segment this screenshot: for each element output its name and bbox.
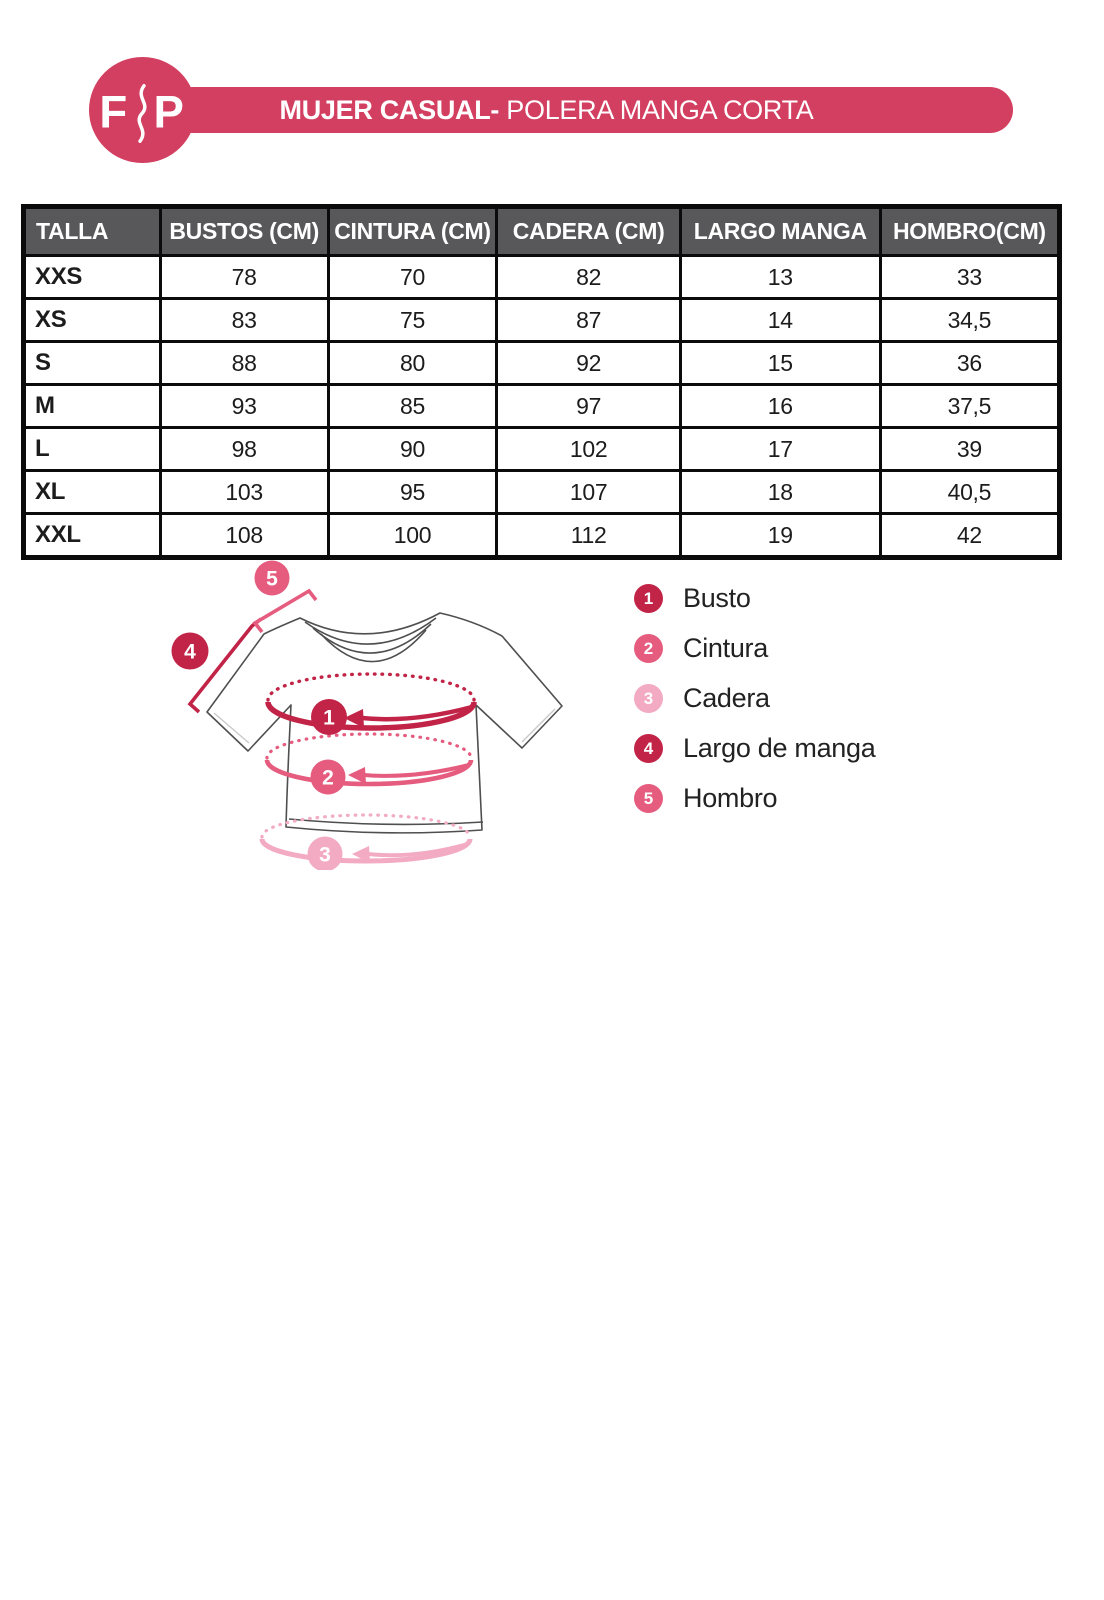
tshirt-outline-icon	[207, 613, 562, 833]
legend-badge-3: 3	[634, 684, 663, 713]
cell-cadera: 102	[497, 428, 680, 471]
legend-item-cintura	[634, 634, 875, 663]
tshirt-measure-diagram	[150, 540, 570, 870]
legend-item-hombro	[634, 784, 875, 813]
logo-letter-f: F	[99, 86, 128, 138]
col-header-hombro: HOMBRO(CM)	[880, 207, 1059, 256]
cell-cadera: 82	[497, 256, 680, 299]
measure-legend	[634, 584, 875, 813]
badge-4-number: 4	[184, 640, 196, 664]
cell-largo-manga: 18	[680, 471, 880, 514]
cell-talla: XS	[24, 299, 161, 342]
cell-talla: XXL	[24, 514, 161, 558]
cell-talla: XXS	[24, 256, 161, 299]
cell-largo-manga: 19	[680, 514, 880, 558]
page-title-category: MUJER CASUAL-	[279, 95, 500, 125]
legend-badge-4: 4	[634, 734, 663, 763]
table-header-row	[24, 207, 1060, 256]
cell-hombro: 40,5	[880, 471, 1059, 514]
cell-cadera: 92	[497, 342, 680, 385]
cell-talla: M	[24, 385, 161, 428]
cell-cintura: 95	[328, 471, 497, 514]
legend-label-cintura: Cintura	[683, 633, 768, 663]
cell-bustos: 88	[160, 342, 328, 385]
badge-5-number: 5	[266, 567, 278, 591]
page-title-product: POLERA MANGA CORTA	[499, 95, 814, 125]
cell-cintura: 85	[328, 385, 497, 428]
cell-hombro: 42	[880, 514, 1059, 558]
brand-logo-icon	[89, 57, 196, 163]
col-header-cintura: CINTURA (CM)	[328, 207, 497, 256]
table-row	[24, 299, 1060, 342]
legend-badge-2: 2	[634, 634, 663, 663]
size-table	[21, 204, 1062, 560]
badge-2-number: 2	[322, 766, 334, 790]
logo-squiggle-icon	[139, 86, 145, 141]
cell-cadera: 87	[497, 299, 680, 342]
page-title	[170, 87, 923, 133]
cell-cintura: 100	[328, 514, 497, 558]
brand-logo	[89, 57, 196, 163]
cell-largo-manga: 13	[680, 256, 880, 299]
legend-badge-5: 5	[634, 784, 663, 813]
cell-bustos: 103	[160, 471, 328, 514]
cell-cintura: 80	[328, 342, 497, 385]
table-row	[24, 428, 1060, 471]
table-row	[24, 385, 1060, 428]
legend-label-hombro: Hombro	[683, 783, 778, 813]
legend-badge-1: 1	[634, 584, 663, 613]
col-header-largo-manga: LARGO MANGA	[680, 207, 880, 256]
badge-3-number: 3	[319, 843, 331, 867]
table-row	[24, 471, 1060, 514]
cell-hombro: 33	[880, 256, 1059, 299]
legend-label-busto: Busto	[683, 583, 751, 613]
cell-largo-manga: 16	[680, 385, 880, 428]
cell-largo-manga: 14	[680, 299, 880, 342]
cell-hombro: 39	[880, 428, 1059, 471]
table-row	[24, 256, 1060, 299]
cell-cintura: 70	[328, 256, 497, 299]
col-header-bustos: BUSTOS (CM)	[160, 207, 328, 256]
cell-largo-manga: 17	[680, 428, 880, 471]
col-header-talla: TALLA	[24, 207, 161, 256]
cell-cadera: 97	[497, 385, 680, 428]
legend-label-cadera: Cadera	[683, 683, 770, 713]
cell-hombro: 34,5	[880, 299, 1059, 342]
legend-item-busto	[634, 584, 875, 613]
cell-talla: L	[24, 428, 161, 471]
cell-cadera: 112	[497, 514, 680, 558]
cell-hombro: 37,5	[880, 385, 1059, 428]
cell-bustos: 98	[160, 428, 328, 471]
table-row	[24, 342, 1060, 385]
cell-bustos: 93	[160, 385, 328, 428]
col-header-cadera: CADERA (CM)	[497, 207, 680, 256]
legend-item-cadera	[634, 684, 875, 713]
cell-largo-manga: 15	[680, 342, 880, 385]
cell-cintura: 90	[328, 428, 497, 471]
badge-1-number: 1	[323, 706, 335, 730]
legend-item-largo-manga	[634, 734, 875, 763]
title-banner	[170, 87, 1013, 133]
cell-bustos: 108	[160, 514, 328, 558]
cell-cintura: 75	[328, 299, 497, 342]
legend-label-largo-manga: Largo de manga	[683, 733, 876, 763]
cell-talla: XL	[24, 471, 161, 514]
cell-bustos: 83	[160, 299, 328, 342]
cell-bustos: 78	[160, 256, 328, 299]
logo-letter-p: P	[153, 86, 184, 138]
cell-talla: S	[24, 342, 161, 385]
cell-hombro: 36	[880, 342, 1059, 385]
cell-cadera: 107	[497, 471, 680, 514]
